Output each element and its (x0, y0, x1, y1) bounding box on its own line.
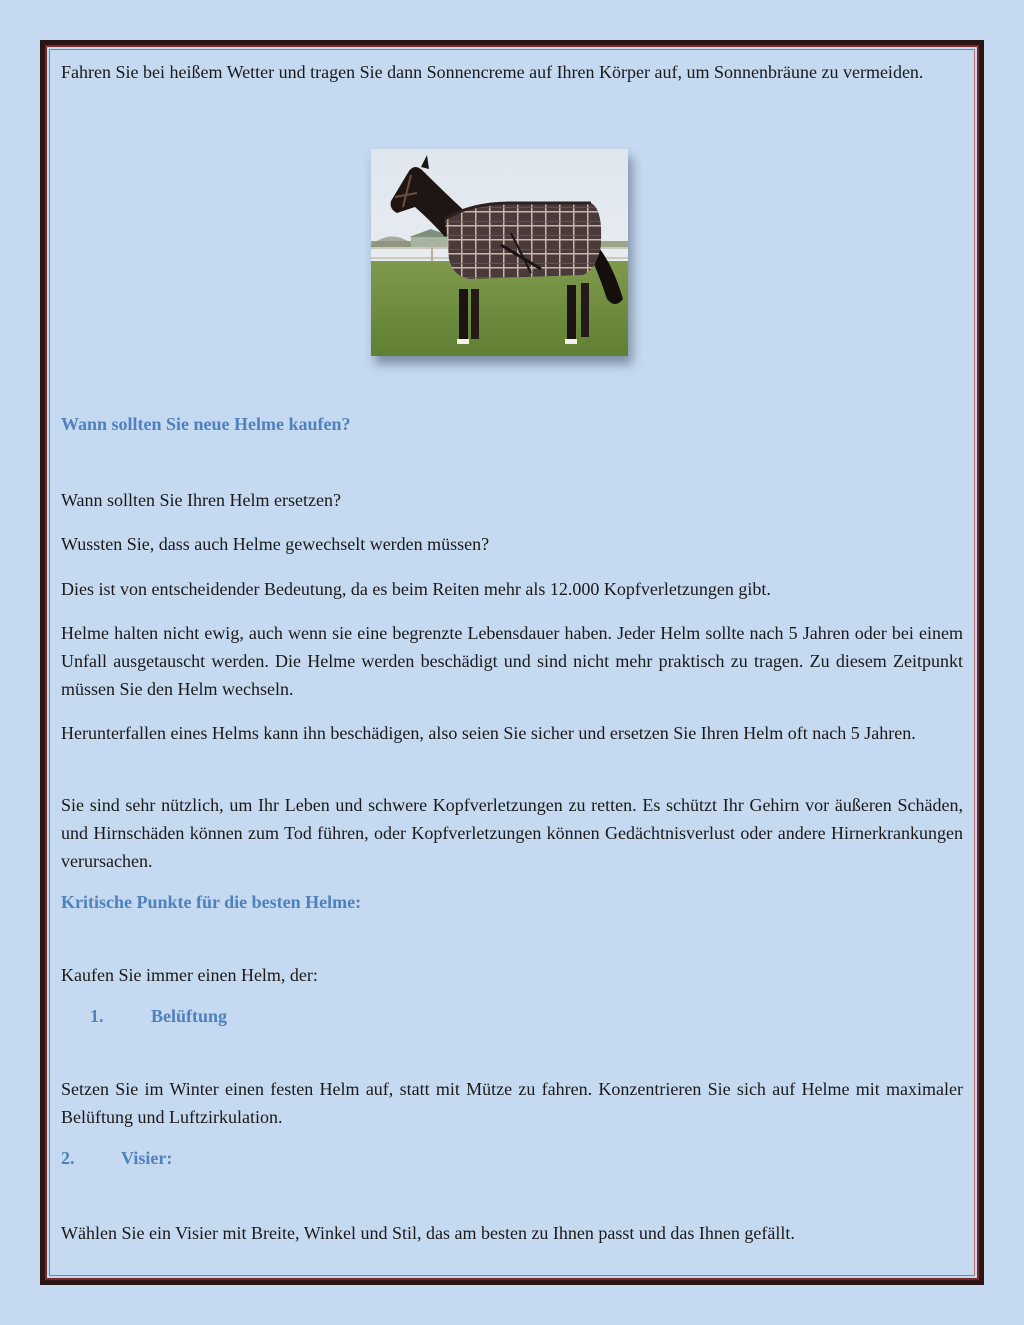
list-number-2: 2. (61, 1148, 75, 1168)
paragraph-helmet-benefits: Sie sind sehr nützlich, um Ihr Leben und schwere Kopfverletzungen zu retten. Es schützt Ihr Gehirn vor äußeren Schäden, und Hirnschäden können zum Tod führen, oder Kopfverletzungen können Gedächtnisverlust oder andere Hirnerkrankungen verursachen. (61, 795, 963, 871)
paragraph-helmet-lifespan: Helme halten nicht ewig, auch wenn sie eine begrenzte Lebensdauer haben. Jeder Helm sollte nach 5 Jahren oder bei einem Unfall ausgetauscht werden. Die Helme werden beschädigt und sind nicht mehr praktisch zu tragen. Zu diesem Zeitpunkt müssen Sie den Helm wechseln. (61, 623, 963, 699)
horse-blanket-image (371, 149, 628, 356)
section-heading-new-helmets: Wann sollten Sie neue Helme kaufen? (61, 414, 351, 434)
list-title-visor: Visier: (121, 1148, 173, 1168)
list-title-ventilation: Belüftung (151, 1006, 228, 1026)
section-heading-critical-points: Kritische Punkte für die besten Helme: (61, 892, 362, 912)
paragraph-did-you-know: Wussten Sie, dass auch Helme gewechselt werden müssen? (61, 534, 490, 554)
paragraph-buy-helmet-intro: Kaufen Sie immer einen Helm, der: (61, 965, 318, 985)
paragraph-replace-helmet: Wann sollten Sie Ihren Helm ersetzen? (61, 490, 341, 510)
paragraph-ventilation: Setzen Sie im Winter einen festen Helm auf, statt mit Mütze zu fahren. Konzentrieren Sie sich auf Helme mit maximaler Belüftung und Luftzirkulation. (61, 1079, 963, 1127)
paragraph-dropping-helmet: Herunterfallen eines Helms kann ihn beschädigen, also seien Sie sicher und ersetzen Sie Ihren Helm oft nach 5 Jahren. (61, 723, 916, 743)
paragraph-head-injuries: Dies ist von entscheidender Bedeutung, da es beim Reiten mehr als 12.000 Kopfverletzungen gibt. (61, 579, 771, 599)
list-number-1: 1. (90, 1006, 104, 1026)
intro-paragraph: Fahren Sie bei heißem Wetter und tragen Sie dann Sonnencreme auf Ihren Körper auf, um Sonnenbräune zu vermeiden. (61, 62, 924, 82)
paragraph-visor: Wählen Sie ein Visier mit Breite, Winkel und Stil, das am besten zu Ihnen passt und das Ihnen gefällt. (61, 1223, 795, 1243)
horse-photo (371, 149, 628, 356)
